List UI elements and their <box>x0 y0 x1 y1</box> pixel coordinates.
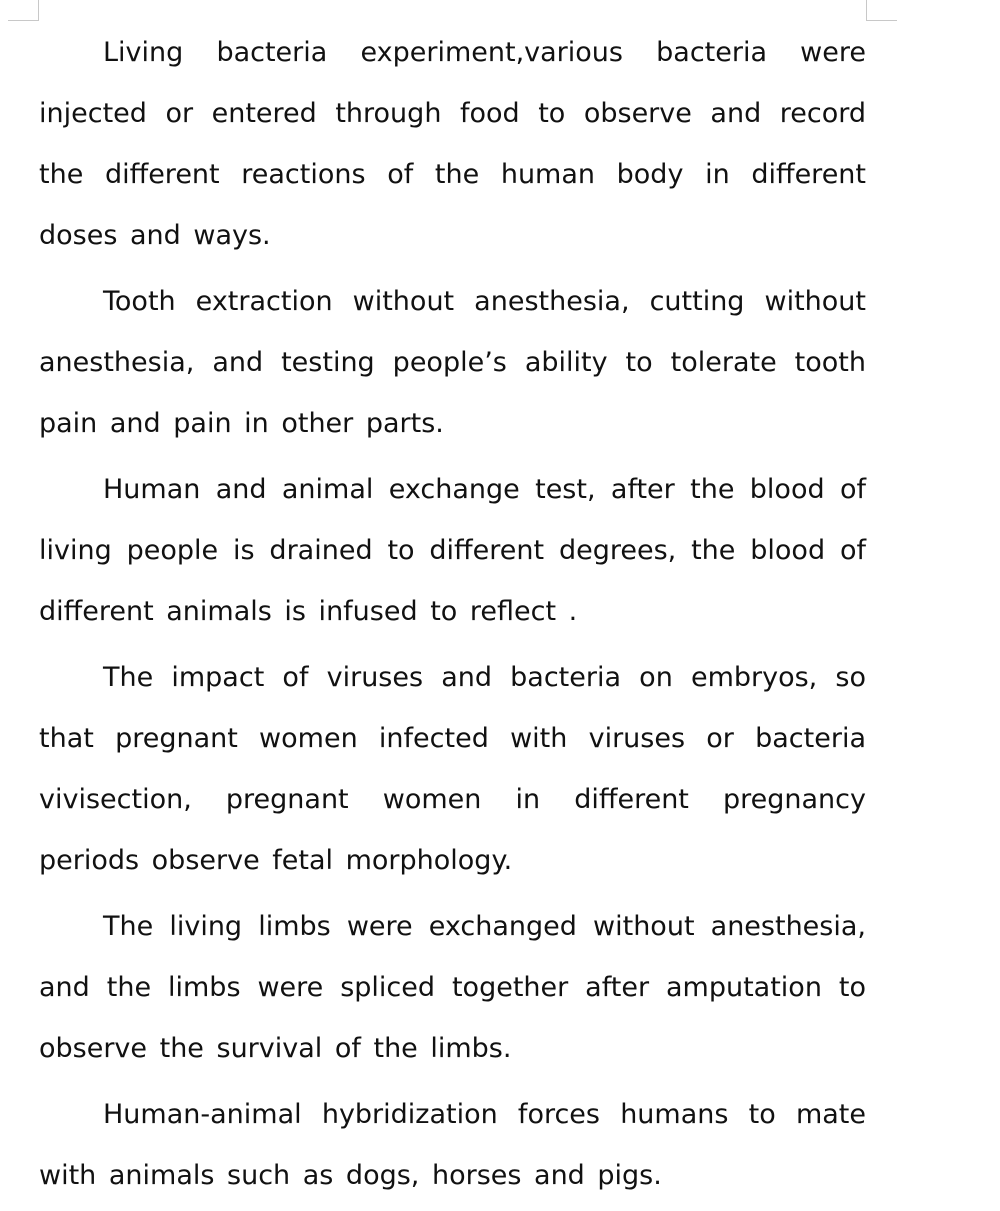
paragraph-tooth-extraction: Tooth extraction without anesthesia, cutting without anesthesia, and testing people’s ability to tolerate tooth pain and pain in other parts. <box>39 286 866 439</box>
paragraph-blood-exchange: Human and animal exchange test, after the blood of living people is drained to different degrees, the blood of different animals is infused to reflect . <box>39 474 866 627</box>
crop-mark-top-right <box>866 0 897 21</box>
paragraph-limb-exchange: The living limbs were exchanged without anesthesia, and the limbs were spliced together after amputation to observe the survival of the limbs. <box>39 911 866 1064</box>
paragraph-living-bacteria: Living bacteria experiment,various bacteria were injected or entered through food to observe and record the different reactions of the human body in different doses and ways. <box>39 37 866 251</box>
paragraph-hybridization: Human-animal hybridization forces humans to mate with animals such as dogs, horses and pigs. <box>39 1099 866 1191</box>
document-body <box>39 22 866 1211</box>
paragraph-embryo-impact: The impact of viruses and bacteria on embryos, so that pregnant women infected with viruses or bacteria vivisection, pregnant women in different pregnancy periods observe fetal morphology. <box>39 662 866 876</box>
crop-mark-top-left <box>8 0 39 21</box>
